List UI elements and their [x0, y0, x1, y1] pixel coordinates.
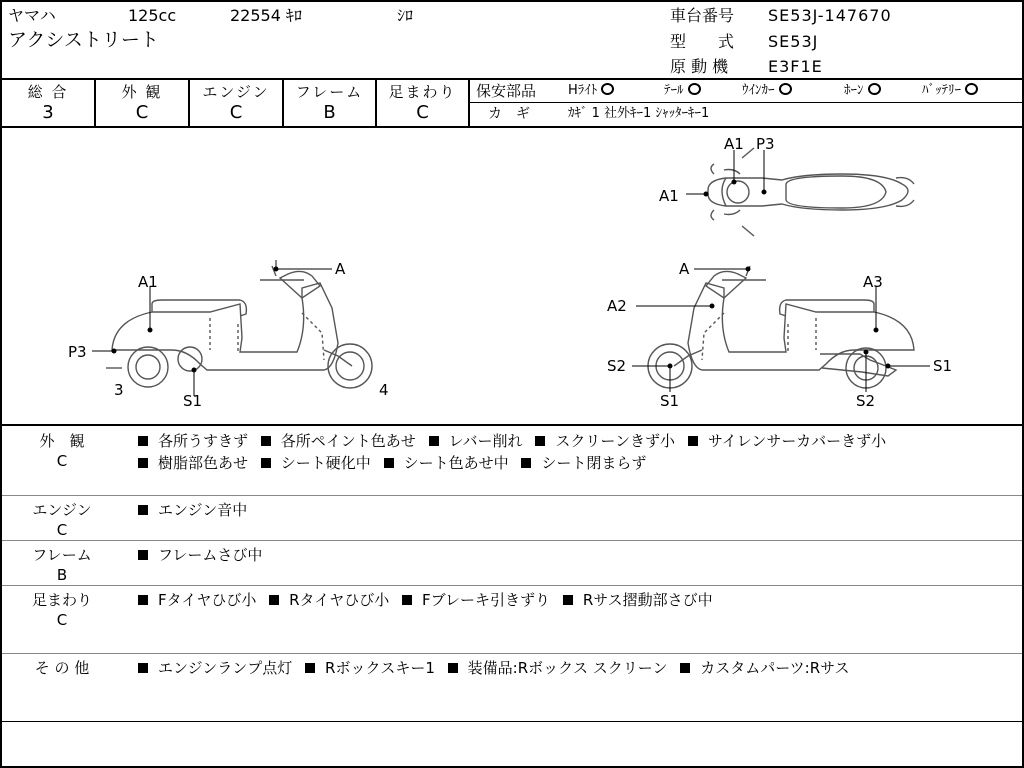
divider	[2, 653, 1022, 654]
ok-circle-icon	[601, 83, 614, 95]
remark-items	[138, 544, 1018, 566]
ok-circle-icon	[779, 83, 792, 95]
remark-item: レバー削れ	[429, 432, 523, 450]
damage-code-label: S1	[183, 392, 203, 410]
safety-item-horn: ﾎｰﾝ	[844, 80, 881, 102]
damage-code-label: A	[679, 260, 690, 278]
maker: ヤマハ	[8, 6, 56, 25]
engine-label: 原 動 機	[670, 57, 729, 76]
remark-items	[138, 589, 1018, 611]
damage-code-label: P3	[68, 343, 87, 361]
remark-category: エンジン	[32, 501, 92, 519]
bullet-square-icon	[138, 550, 148, 560]
remark-item: スクリーンきず小	[535, 432, 675, 450]
damage-code-label: S1	[933, 357, 953, 375]
bullet-square-icon	[138, 663, 148, 673]
key-label: カ ギ	[488, 106, 530, 122]
safety-item-tail: ﾃｰﾙ	[664, 80, 701, 102]
grade-value: 3	[42, 102, 54, 123]
remark-category: 足まわり	[31, 591, 92, 609]
damage-code-label: P3	[756, 135, 775, 153]
remark-exterior	[2, 430, 1022, 494]
type-label: 型 式	[670, 32, 735, 51]
divider	[2, 495, 1022, 496]
remark-items	[138, 499, 1018, 521]
safety-row	[470, 80, 1022, 103]
remark-item: エンジン音中	[138, 501, 247, 519]
damage-code-label: S1	[660, 392, 680, 410]
damage-code-label: A3	[863, 273, 883, 291]
ok-circle-icon	[868, 83, 881, 95]
grade-frame	[284, 80, 377, 126]
damage-code-label: A2	[607, 297, 627, 315]
bullet-square-icon	[261, 458, 271, 468]
bullet-square-icon	[688, 436, 698, 446]
grade-label: 外 観	[121, 83, 163, 101]
bullet-square-icon	[448, 663, 458, 673]
bullet-square-icon	[138, 436, 148, 446]
remark-items	[138, 430, 1018, 474]
remark-item: Fブレーキ引きずり	[402, 591, 550, 609]
safety-item-battery: ﾊﾞｯﾃﾘｰ	[922, 80, 978, 102]
damage-diagram	[2, 128, 1022, 426]
color: ｼﾛ	[397, 6, 414, 25]
damage-code-label: A	[335, 260, 346, 278]
grade-exterior	[96, 80, 190, 126]
damage-code-label: 3	[114, 381, 124, 399]
grade-value: C	[135, 102, 149, 123]
remark-grade: C	[56, 611, 68, 629]
ok-circle-icon	[688, 83, 701, 95]
grade-label: 総 合	[27, 83, 69, 101]
scooter-top-view	[708, 148, 914, 236]
remark-item: サイレンサーカバーきず小	[688, 432, 886, 450]
damage-code-label: A1	[659, 187, 679, 205]
remark-grade: C	[56, 452, 68, 470]
bullet-square-icon	[269, 595, 279, 605]
remark-item: シート閉まらず	[521, 454, 646, 472]
remark-item: エンジンランプ点灯	[138, 659, 292, 677]
remark-grade: B	[56, 566, 68, 584]
bullet-square-icon	[521, 458, 531, 468]
displacement: 125cc	[128, 6, 177, 25]
key-row	[470, 103, 1022, 126]
remark-item: カスタムパーツ:Rサス	[680, 659, 849, 677]
safety-item-winker: ｳｲﾝｶｰ	[742, 80, 792, 102]
bullet-square-icon	[402, 595, 412, 605]
bullet-square-icon	[138, 595, 148, 605]
grade-label: フレーム	[295, 83, 364, 101]
grade-value: B	[323, 102, 336, 123]
grade-value: C	[229, 102, 243, 123]
damage-code-label: S2	[856, 392, 876, 410]
mileage: 22554 ｷﾛ	[230, 6, 302, 25]
remark-item: 各所ペイント色あせ	[261, 432, 416, 450]
divider	[2, 721, 1022, 722]
key-text: ｶｷﾞ 1 社外ｷｰ1 ｼｬｯﾀｰｷｰ1	[568, 106, 710, 121]
bullet-square-icon	[261, 436, 271, 446]
remark-suspension	[2, 589, 1022, 651]
safety-title: 保安部品	[476, 82, 537, 100]
grade-engine	[190, 80, 284, 126]
vehicle-header	[2, 2, 1022, 80]
remark-item: シート色あせ中	[384, 454, 509, 472]
remark-item: 樹脂部色あせ	[138, 454, 248, 472]
safety-parts	[470, 80, 1022, 126]
bullet-square-icon	[384, 458, 394, 468]
remark-item: シート硬化中	[261, 454, 371, 472]
bullet-square-icon	[535, 436, 545, 446]
grade-label: 足まわり	[388, 83, 457, 101]
damage-code-label: S2	[607, 357, 627, 375]
remark-other	[2, 657, 1022, 717]
remark-category: そ の 他	[34, 659, 90, 677]
bullet-square-icon	[305, 663, 315, 673]
damage-code-label: 4	[379, 381, 389, 399]
frame-no-label: 車台番号	[670, 6, 735, 25]
model-name: アクシストリート	[8, 29, 159, 51]
remark-engine	[2, 499, 1022, 539]
grade-suspension	[377, 80, 470, 126]
grade-row	[2, 80, 1022, 128]
remark-frame	[2, 544, 1022, 584]
remark-item: フレームさび中	[138, 546, 262, 564]
bullet-square-icon	[563, 595, 573, 605]
remark-category: フレーム	[32, 546, 92, 564]
remark-item: Rサス摺動部さび中	[563, 591, 713, 609]
remark-items	[138, 657, 1018, 679]
bullet-square-icon	[680, 663, 690, 673]
remark-grade: C	[56, 521, 68, 539]
divider	[2, 540, 1022, 541]
remark-item: Rタイヤひび小	[269, 591, 389, 609]
frame-no: SE53J-147670	[768, 6, 892, 25]
divider	[2, 585, 1022, 586]
grade-value: C	[416, 102, 429, 123]
safety-item-headlight: Hﾗｲﾄ	[568, 80, 614, 102]
grade-overall	[2, 80, 96, 126]
bullet-square-icon	[138, 458, 148, 468]
damage-code-label: A1	[138, 273, 158, 291]
grade-label: エンジン	[202, 83, 270, 101]
ok-circle-icon	[965, 83, 978, 95]
engine-value: E3F1E	[768, 57, 823, 76]
remark-item: Fタイヤひび小	[138, 591, 256, 609]
remark-item: Rボックスキー1	[305, 659, 435, 677]
bullet-square-icon	[138, 505, 148, 515]
bullet-square-icon	[429, 436, 439, 446]
remark-item: 各所うすきず	[138, 432, 248, 450]
remark-category: 外 観	[39, 432, 85, 450]
type-value: SE53J	[768, 32, 819, 51]
remark-item: 装備品:Rボックス スクリーン	[448, 659, 668, 677]
damage-code-label: A1	[724, 135, 744, 153]
